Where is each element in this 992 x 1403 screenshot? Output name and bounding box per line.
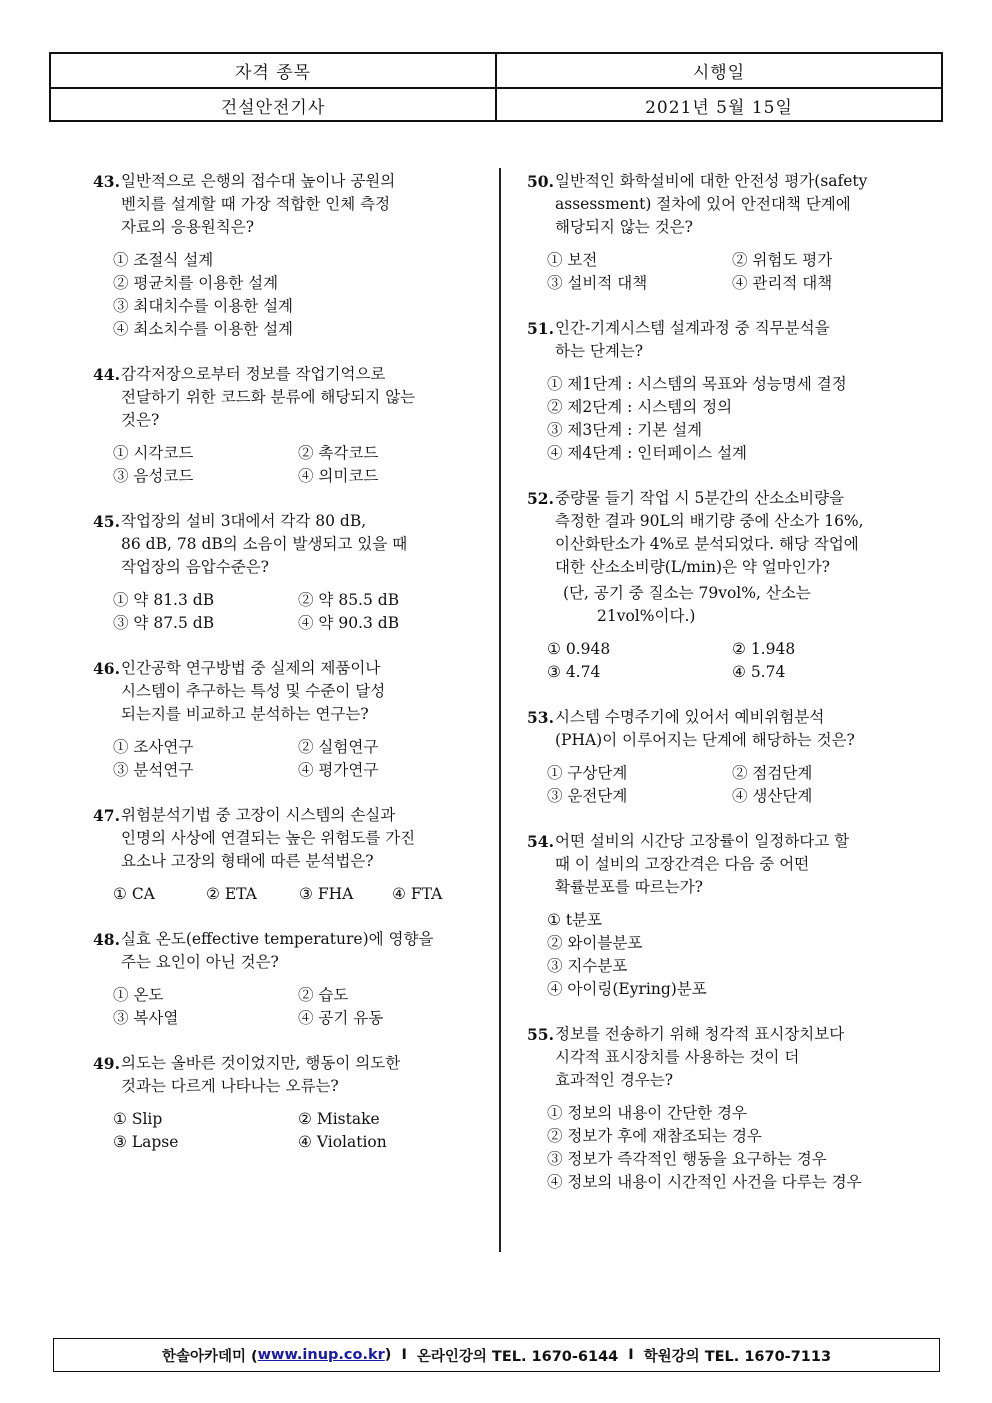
answer-option[interactable]: ① t분포 (547, 911, 602, 929)
question-number: 49. (93, 1054, 120, 1073)
answer-option[interactable]: ① CA (113, 885, 155, 903)
answer-option[interactable]: ③ 정보가 즉각적인 행동을 요구하는 경우 (547, 1150, 827, 1168)
question-block (527, 706, 917, 808)
question-number: 55. (527, 1025, 554, 1044)
answer-option[interactable]: ① 정보의 내용이 간단한 경우 (547, 1104, 747, 1122)
answer-option[interactable]: ② 와이블분포 (547, 934, 643, 952)
answer-option[interactable]: ③ 최대치수를 이용한 설계 (113, 297, 294, 315)
question-block (93, 1052, 478, 1154)
answer-option[interactable]: ① Slip (113, 1110, 163, 1128)
question-text-line: (PHA)이 이루어지는 단계에 해당하는 것은? (555, 731, 855, 749)
question-stem (527, 1023, 917, 1092)
answer-option[interactable]: ④ 5.74 (732, 663, 786, 681)
answer-option[interactable]: ③ 4.74 (547, 663, 601, 681)
question-text-line: 확률분포를 따르는가? (555, 878, 703, 896)
question-text-line: 위험분석기법 중 고장이 시스템의 손실과 (121, 806, 396, 824)
question-block (93, 170, 478, 341)
answer-option[interactable]: ② 촉각코드 (298, 444, 379, 462)
answer-option[interactable]: ① 조절식 설계 (113, 251, 214, 269)
answer-option[interactable]: ④ 생산단계 (732, 787, 813, 805)
answer-option[interactable]: ④ Violation (298, 1133, 387, 1151)
question-block (527, 317, 917, 465)
question-text-line: 정보를 전송하기 위해 청각적 표시장치보다 (555, 1025, 845, 1043)
question-stem (93, 928, 478, 974)
answer-option[interactable]: ④ 정보의 내용이 시간적인 사건을 다루는 경우 (547, 1173, 862, 1191)
question-text-line: 어떤 설비의 시간당 고장률이 일정하다고 할 (555, 832, 850, 850)
answer-option[interactable]: ② 위험도 평가 (732, 251, 833, 269)
right-column (527, 170, 917, 1216)
question-number: 53. (527, 708, 554, 727)
footer-separator: I (628, 1347, 634, 1363)
answer-options (527, 762, 917, 808)
answer-option[interactable]: ② 실험연구 (298, 738, 379, 756)
question-stem (93, 170, 478, 239)
header-date-value: 2021년 5월 15일 (495, 89, 941, 122)
answer-options (93, 589, 478, 635)
header-table (49, 52, 943, 122)
question-note-line: (단, 공기 중 질소는 79vol%, 산소는 (563, 584, 811, 602)
question-text-line: 요소나 고장의 형태에 따른 분석법은? (121, 852, 374, 870)
question-number: 54. (527, 832, 554, 851)
question-number: 47. (93, 806, 120, 825)
answer-option[interactable]: ③ 복사열 (113, 1009, 179, 1027)
question-text-line: 해당되지 않는 것은? (555, 218, 693, 236)
answer-option[interactable]: ② 점검단계 (732, 764, 813, 782)
answer-option[interactable]: ④ 약 90.3 dB (298, 614, 400, 632)
question-stem (93, 657, 478, 726)
question-text-line: 때 이 설비의 고장간격은 다음 중 어떤 (555, 855, 810, 873)
answer-option[interactable]: ④ 아이링(Eyring)분포 (547, 980, 707, 998)
question-number: 43. (93, 172, 120, 191)
question-block (93, 363, 478, 488)
answer-option[interactable]: ③ 약 87.5 dB (113, 614, 215, 632)
answer-option[interactable]: ① 구상단계 (547, 764, 628, 782)
question-stem (527, 317, 917, 363)
answer-option[interactable]: ③ 운전단계 (547, 787, 628, 805)
answer-options (527, 909, 917, 1001)
question-block (527, 1023, 917, 1194)
answer-option[interactable]: ① 조사연구 (113, 738, 194, 756)
question-text-line: 하는 단계는? (555, 342, 644, 360)
footer-website-link[interactable]: www.inup.co.kr (257, 1347, 385, 1363)
question-text-line: 이산화탄소가 4%로 분석되었다. 해당 작업에 (555, 535, 859, 553)
answer-option[interactable]: ② 평균치를 이용한 설계 (113, 274, 279, 292)
answer-options (93, 736, 478, 782)
question-block (93, 928, 478, 1030)
question-stem (527, 487, 917, 579)
answer-options (93, 1108, 478, 1154)
answer-option[interactable]: ④ FTA (392, 885, 443, 903)
answer-option[interactable]: ② 제2단계 : 시스템의 정의 (547, 398, 733, 416)
answer-option[interactable]: ② Mistake (298, 1110, 380, 1128)
answer-option[interactable]: ③ Lapse (113, 1133, 179, 1151)
answer-option[interactable]: ② 약 85.5 dB (298, 591, 400, 609)
question-text-line: 인명의 사상에 연결되는 높은 위험도를 가진 (121, 829, 416, 847)
answer-option[interactable]: ④ 제4단계 : 인터페이스 설계 (547, 444, 748, 462)
header-subject-label: 자격 종목 (234, 63, 312, 83)
answer-option[interactable]: ④ 평가연구 (298, 761, 379, 779)
question-number: 50. (527, 172, 554, 191)
answer-option[interactable]: ② 습도 (298, 986, 349, 1004)
question-text-line: 대한 산소소비량(L/min)은 약 얼마인가? (555, 558, 830, 576)
answer-options (93, 883, 478, 906)
answer-options (527, 1102, 917, 1194)
question-text-line: 시스템이 추구하는 특성 및 수준이 달성 (121, 682, 386, 700)
question-block (527, 487, 917, 684)
answer-option[interactable]: ① 제1단계 : 시스템의 목표와 성능명세 결정 (547, 375, 847, 393)
footer (53, 1338, 940, 1372)
answer-option[interactable]: ② 1.948 (732, 640, 796, 658)
answer-options (527, 249, 917, 295)
question-number: 46. (93, 659, 120, 678)
question-text-line: 효과적인 경우는? (555, 1071, 674, 1089)
question-note-line: 21vol%이다.) (597, 607, 696, 625)
question-text-line: 전달하기 위한 코드화 분류에 해당되지 않는 (121, 388, 416, 406)
header-date-label: 시행일 (495, 54, 941, 87)
answer-option[interactable]: ① 0.948 (547, 640, 611, 658)
answer-option[interactable]: ④ 최소치수를 이용한 설계 (113, 320, 294, 338)
question-text-line: 자료의 응용원칙은? (121, 218, 255, 236)
question-text-line: 것은? (121, 411, 160, 429)
question-text-line: 시스템 수명주기에 있어서 예비위험분석 (555, 708, 825, 726)
answer-option[interactable]: ③ 제3단계 : 기본 설계 (547, 421, 703, 439)
question-text-line: 86 dB, 78 dB의 소음이 발생되고 있을 때 (121, 535, 408, 553)
question-number: 45. (93, 512, 120, 531)
footer-offline-tel: 학원강의 TEL. 1670-7113 (643, 1348, 832, 1365)
question-block (527, 830, 917, 1001)
question-number: 48. (93, 930, 120, 949)
answer-option[interactable]: ④ 관리적 대책 (732, 274, 833, 292)
answer-option[interactable]: ③ 분석연구 (113, 761, 194, 779)
question-block (527, 170, 917, 295)
question-text-line: 되는지를 비교하고 분석하는 연구는? (121, 705, 369, 723)
question-text-line: 실효 온도(effective temperature)에 영향을 (121, 930, 434, 948)
answer-option[interactable]: ② 정보가 후에 재참조되는 경우 (547, 1127, 762, 1145)
answer-options (93, 984, 478, 1030)
question-text-line: 감각저장으로부터 정보를 작업기억으로 (121, 365, 386, 383)
answer-options (93, 442, 478, 488)
answer-option[interactable]: ③ 설비적 대책 (547, 274, 648, 292)
question-number: 51. (527, 319, 554, 338)
answer-option[interactable]: ④ 의미코드 (298, 467, 379, 485)
question-text-line: 의도는 올바른 것이었지만, 행동이 의도한 (121, 1054, 401, 1072)
answer-option[interactable]: ③ 지수분포 (547, 957, 628, 975)
answer-option[interactable]: ③ 음성코드 (113, 467, 194, 485)
answer-options (527, 373, 917, 465)
question-text-line: 작업장의 설비 3대에서 각각 80 dB, (121, 512, 367, 530)
left-column (93, 170, 478, 1176)
column-divider (499, 168, 501, 1252)
question-block (93, 804, 478, 906)
answer-options (93, 249, 478, 341)
header-subject-value: 건설안전기사 (220, 98, 326, 118)
question-text-line: 인간공학 연구방법 중 실제의 제품이나 (121, 659, 381, 677)
answer-option[interactable]: ① 약 81.3 dB (113, 591, 215, 609)
question-text-line: 인간-기계시스템 설계과정 중 직무분석을 (555, 319, 830, 337)
question-text-line: 중량물 들기 작업 시 5분간의 산소소비량을 (555, 489, 845, 507)
question-block (93, 510, 478, 635)
question-text-line: 일반적으로 은행의 접수대 높이나 공원의 (121, 172, 396, 190)
answer-option[interactable]: ① 시각코드 (113, 444, 194, 462)
answer-option[interactable]: ① 보전 (547, 251, 598, 269)
question-text-line: assessment) 절차에 있어 안전대책 단계에 (555, 195, 851, 213)
question-block (93, 657, 478, 782)
question-text-line: 일반적인 화학설비에 대한 안전성 평가(safety (555, 172, 868, 190)
question-text-line: 시각적 표시장치를 사용하는 것이 더 (555, 1048, 800, 1066)
footer-separator: I (401, 1347, 407, 1363)
question-stem (93, 1052, 478, 1098)
question-text-line: 주는 요인이 아닌 것은? (121, 953, 279, 971)
question-number: 44. (93, 365, 120, 384)
question-stem (93, 510, 478, 579)
question-note (527, 582, 917, 628)
answer-option[interactable]: ③ FHA (299, 885, 354, 903)
footer-online-tel: 온라인강의 TEL. 1670-6144 (416, 1348, 619, 1365)
question-text-line: 측정한 결과 90L의 배기량 중에 산소가 16%, (555, 512, 864, 530)
answer-options (527, 638, 917, 684)
question-text-line: 벤치를 설계할 때 가장 적합한 인체 측정 (121, 195, 391, 213)
answer-option[interactable]: ① 온도 (113, 986, 164, 1004)
question-number: 52. (527, 489, 554, 508)
question-text-line: 작업장의 음압수준은? (121, 558, 269, 576)
answer-option[interactable]: ④ 공기 유동 (298, 1009, 384, 1027)
question-stem (527, 706, 917, 752)
question-stem (93, 363, 478, 432)
footer-paren: ) (384, 1347, 392, 1363)
question-stem (93, 804, 478, 873)
footer-academy: 한솔아카데미 ( (161, 1348, 258, 1365)
question-stem (527, 170, 917, 239)
answer-option[interactable]: ② ETA (206, 885, 257, 903)
question-stem (527, 830, 917, 899)
question-text-line: 것과는 다르게 나타나는 오류는? (121, 1077, 339, 1095)
